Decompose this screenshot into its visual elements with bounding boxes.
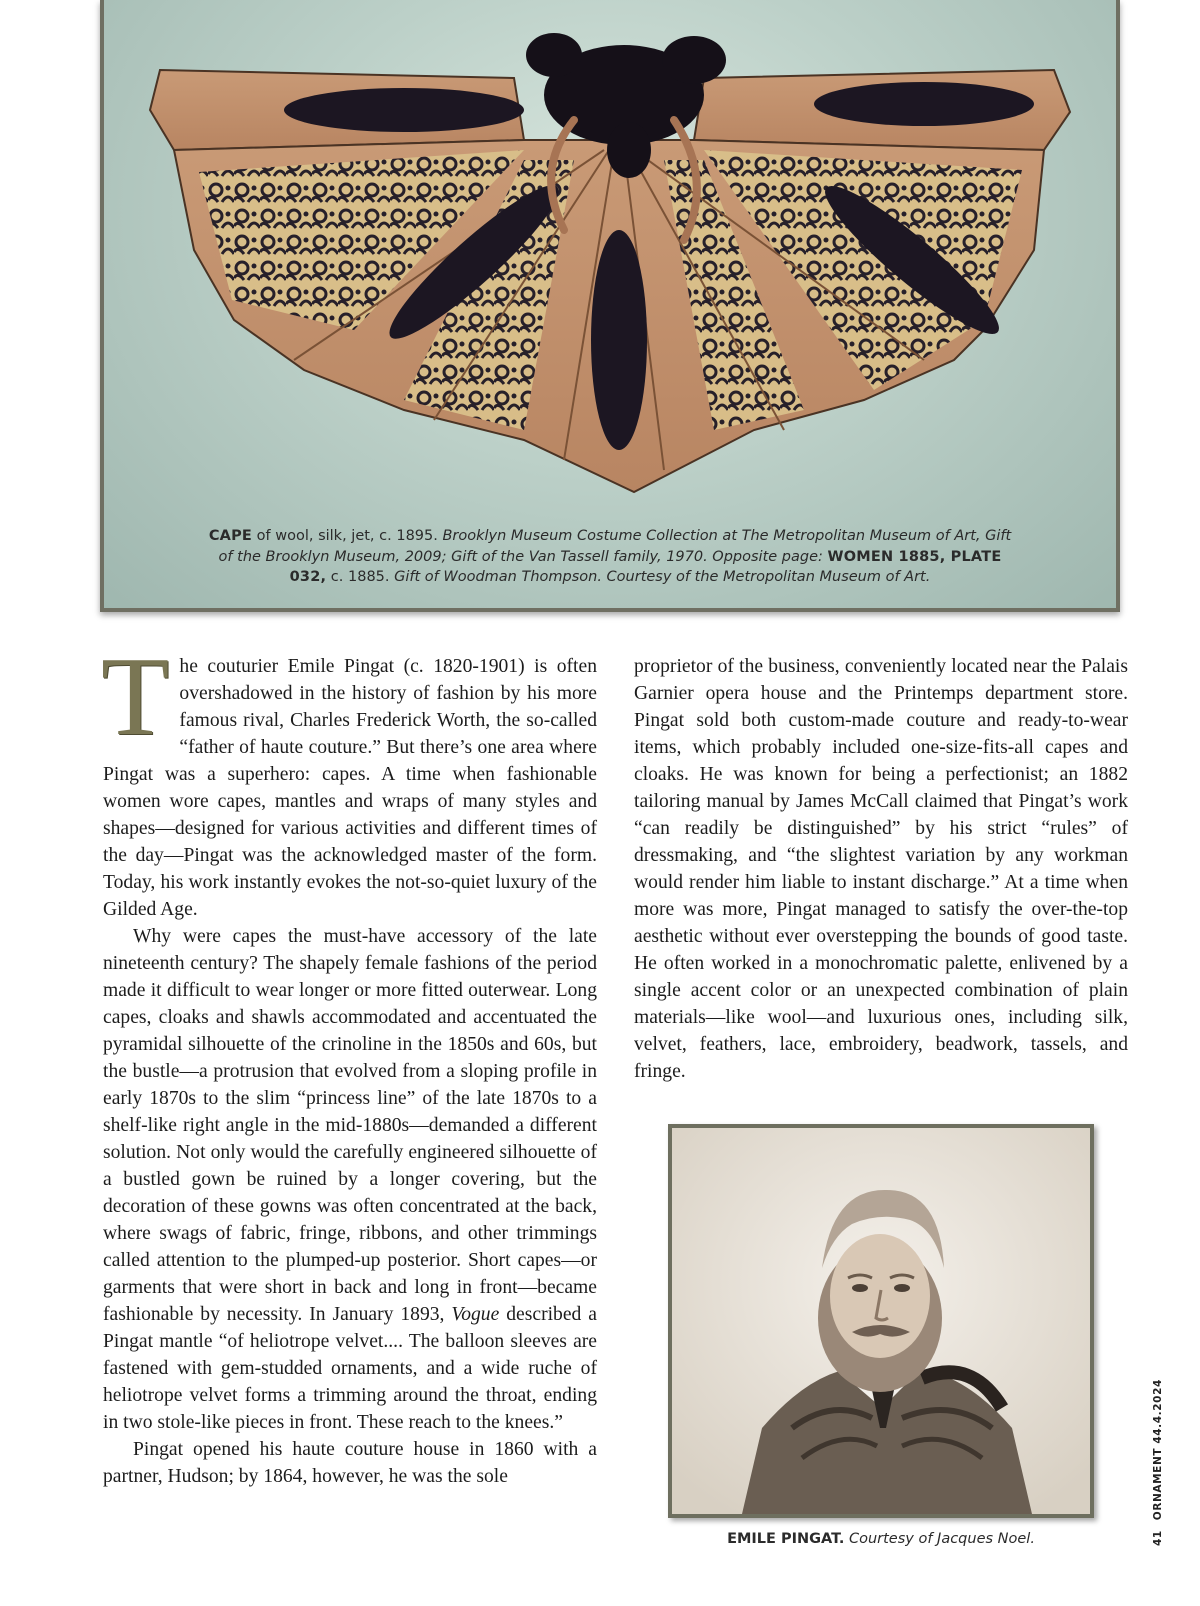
cape-caption-credit: Brooklyn Museum Costume Collection at The Metropolitan Museum of Art, Gift of the Brooklyn Museum, 2009; Gift of the Van Tassell family, 1970. Opposite page: <box>218 528 1012 565</box>
cape-photo <box>100 0 1120 612</box>
article-paragraph-3: Pingat opened his haute couture house in 1860 with a partner, Hudson; by 1864, however, he was the sole <box>103 1439 597 1487</box>
page-number: 41 <box>1152 1530 1164 1546</box>
page-folio <box>1152 1379 1164 1546</box>
cape-caption-courtesy: Gift of Woodman Thompson. Courtesy of the Metropolitan Museum of Art. <box>394 569 931 585</box>
article-column-left <box>101 635 597 1490</box>
article-column-right <box>634 653 1128 1085</box>
portrait-photo <box>668 1124 1094 1518</box>
article-paragraph-1-text: he couturier Emile Pingat (c. 1820-1901) is often overshadowed in the history of fashion by his more famous rival, Charles Frederick Worth, the so-called “father of haute couture.” But there’s one area where Pingat was a superhero: capes. A time when fashionable women wore capes, mantles and wraps of many styles and shapes—designed for various activities and different times of the day—Pingat was the acknowledged master of the form. Today, his work instantly evokes the not-so-quiet luxury of the Gilded Age. <box>103 656 597 920</box>
drop-cap: T <box>101 635 170 759</box>
cape-caption-plate: WOMEN 1885, PLATE 032, <box>289 548 1002 585</box>
article-paragraph-2-quote: described a Pingat mantle “of heliotrope velvet.... The balloon sleeves are fastened with gem-studded ornaments, and a wide ruche of heliotrope velvet forms a trimming around the throat, ending in two stole-like pieces in front. These reach to the knees.” <box>103 1304 597 1433</box>
cape-caption-date: c. 1885. <box>326 569 395 585</box>
article-paragraph-1 <box>101 635 597 923</box>
publication-name: ORNAMENT 44.4.2024 <box>1152 1379 1164 1521</box>
vogue-title: Vogue <box>451 1304 500 1325</box>
cape-caption <box>200 526 1020 588</box>
article-paragraph-2 <box>103 923 597 1436</box>
portrait-caption <box>668 1531 1094 1547</box>
article-paragraph-4: proprietor of the business, conveniently located near the Palais Garnier opera house and the Printemps department store. Pingat sold both custom-made couture and ready-to-wear items, which probably included one-size-fits-all capes and cloaks. He was known for being a perfectionist; an 1882 tailoring manual by James McCall claimed that Pingat’s work “can readily be distinguished” by his strict “rules” of dressmaking, and “the slightest variation by any workman would render him liable to instant discharge.” At a time when more was more, Pingat managed to satisfy the over-the-top aesthetic without ever overstepping the bounds of good taste. He often worked in a monochromatic palette, enlivened by a single accent color or an unexpected combination of plain materials—like wool—and luxurious ones, including silk, velvet, feathers, lace, embroidery, beadwork, tassels, and fringe. <box>634 656 1128 1082</box>
cape-image <box>104 0 1116 608</box>
cape-caption-materials: of wool, silk, jet, c. 1895. <box>252 528 443 544</box>
cape-caption-title: CAPE <box>208 528 253 544</box>
article-paragraph-2-text: Why were capes the must-have accessory of the late nineteenth century? The shapely female fashions of the period made it difficult to wear longer or more fitted outerwear. Long capes, cloaks and shawls accommodated and accentuated the pyramidal silhouette of the crinoline in the 1850s and 60s, but the bustle—a protrusion that evolved from a sloping profile in early 1870s to the slim “princess line” of the late 1870s to a shelf-like right angle in the mid-1880s—demanded a different solution. Not only would the carefully engineered silhouette of a bustled gown be ruined by a longer covering, but the decoration of these gowns was often concentrated at the back, where swags of fabric, fringe, ribbons, and other trimmings called attention to the plumped-up posterior. Short capes—or garments that were short in back and long in front—became fashionable by necessity. In January 1893, <box>103 926 597 1325</box>
emile-pingat-portrait <box>672 1128 1090 1514</box>
portrait-caption-credit: Courtesy of Jacques Noel. <box>844 1531 1035 1547</box>
portrait-caption-name: EMILE PINGAT. <box>727 1531 845 1547</box>
